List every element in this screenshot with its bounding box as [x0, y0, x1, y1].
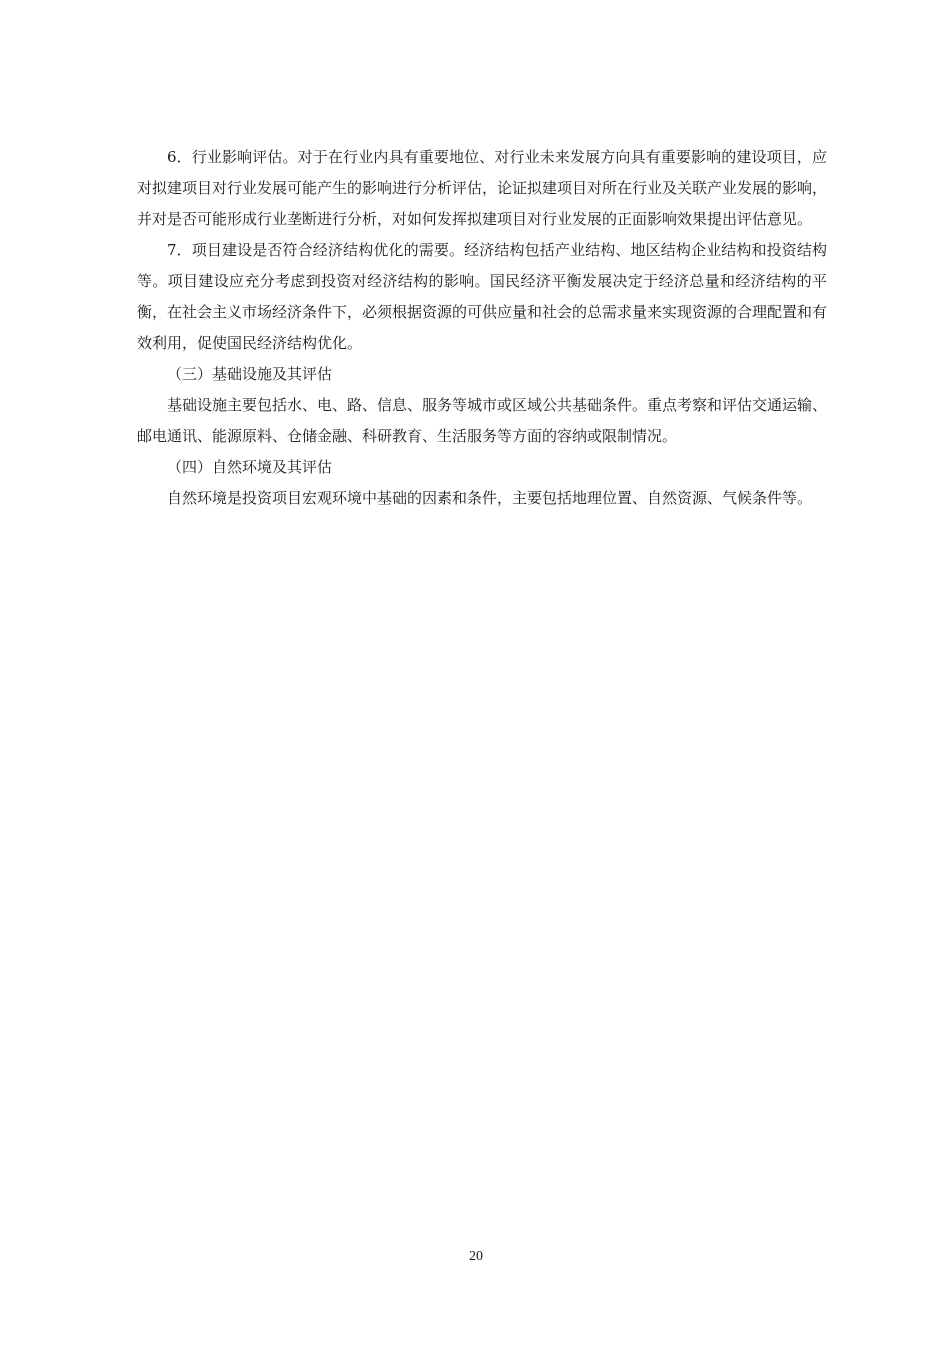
section-heading-natural-environment: （四）自然环境及其评估: [167, 458, 333, 476]
paragraph-industry-impact: 6．行业影响评估。对于在行业内具有重要地位、对行业未来发展方向具有重要影响的建设项目，应对拟建项目对行业发展可能产生的影响进行分析评估，论证拟建项目对所在行业及关联产业发展的影响，并对是否可能形成行业垄断进行分析，对如何发挥拟建项目对行业发展的正面影响效果提出评估意见。: [137, 148, 828, 228]
page-body: [137, 142, 827, 514]
paragraph-economic-structure: 7．项目建设是否符合经济结构优化的需要。经济结构包括产业结构、地区结构企业结构和投资结构等。项目建设应充分考虑到投资对经济结构的影响。国民经济平衡发展决定于经济总量和经济结构的平衡，在社会主义市场经济条件下，必须根据资源的可供应量和社会的总需求量来实现资源的合理配置和有效利用，促使国民经济结构优化。: [137, 241, 828, 352]
paragraph-infrastructure: 基础设施主要包括水、电、路、信息、服务等城市或区域公共基础条件。重点考察和评估交通运输、邮电通讯、能源原料、仓储金融、科研教育、生活服务等方面的容纳或限制情况。: [137, 396, 828, 445]
section-heading-infrastructure: （三）基础设施及其评估: [167, 365, 333, 383]
paragraph-natural-environment: 自然环境是投资项目宏观环境中基础的因素和条件，主要包括地理位置、自然资源、气候条件等。: [167, 489, 813, 507]
page-number: 20: [469, 1249, 483, 1264]
